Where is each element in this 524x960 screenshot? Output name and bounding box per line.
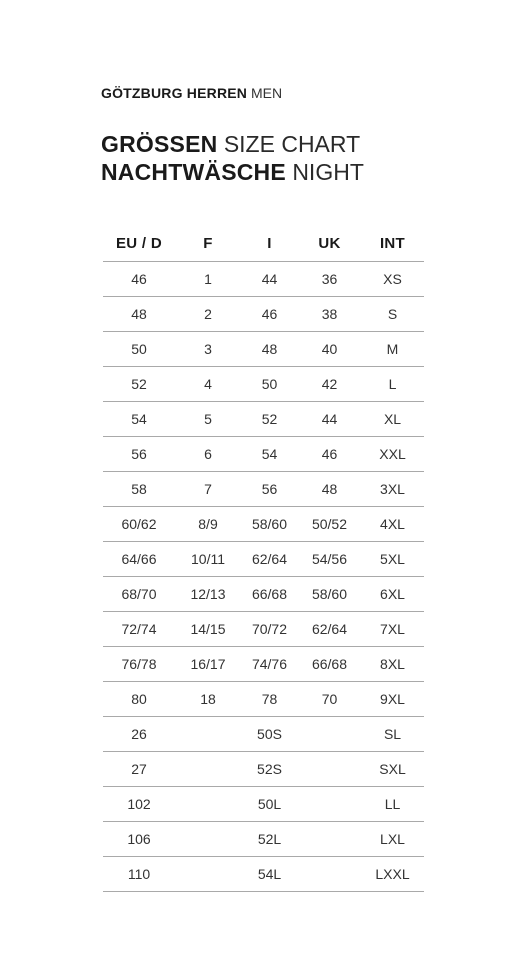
- table-cell-f: 6: [175, 437, 241, 472]
- table-cell-f: 10/11: [175, 542, 241, 577]
- table-cell-eu-d: 46: [103, 262, 175, 297]
- table-cell-i: 54: [241, 437, 298, 472]
- table-cell-f: 1: [175, 262, 241, 297]
- table-row: [103, 437, 424, 472]
- table-cell-uk: 44: [298, 402, 361, 437]
- table-cell-eu-d: 54: [103, 402, 175, 437]
- table-cell-uk: 40: [298, 332, 361, 367]
- table-row: [103, 787, 424, 822]
- table-cell-eu-d: 80: [103, 682, 175, 717]
- table-cell-f: 18: [175, 682, 241, 717]
- table-row: [103, 472, 424, 507]
- table-cell-uk: 54/56: [298, 542, 361, 577]
- table-cell-i: 46: [241, 297, 298, 332]
- table-cell-eu-d: 64/66: [103, 542, 175, 577]
- table-row: [103, 297, 424, 332]
- column-header-uk: UK: [298, 226, 361, 262]
- table-cell-uk: [298, 752, 361, 787]
- table-cell-i: 62/64: [241, 542, 298, 577]
- table-row: [103, 822, 424, 857]
- table-body: [103, 262, 424, 892]
- brand-name: GÖTZBURG HERREN: [101, 85, 248, 101]
- table-row: [103, 857, 424, 892]
- table-cell-int: M: [361, 332, 424, 367]
- table-row: [103, 542, 424, 577]
- table-cell-f: 16/17: [175, 647, 241, 682]
- table-cell-uk: 36: [298, 262, 361, 297]
- table-cell-eu-d: 56: [103, 437, 175, 472]
- table-cell-uk: 70: [298, 682, 361, 717]
- table-cell-f: 8/9: [175, 507, 241, 542]
- table-cell-int: S: [361, 297, 424, 332]
- table-cell-int: LXXL: [361, 857, 424, 892]
- table-cell-int: XXL: [361, 437, 424, 472]
- table-cell-eu-d: 106: [103, 822, 175, 857]
- table-cell-int: 6XL: [361, 577, 424, 612]
- table-cell-i: 44: [241, 262, 298, 297]
- table-cell-i: 78: [241, 682, 298, 717]
- table-cell-uk: 42: [298, 367, 361, 402]
- table-cell-uk: 62/64: [298, 612, 361, 647]
- title-size-en: SIZE CHART: [223, 131, 361, 157]
- column-header-i: I: [241, 226, 298, 262]
- table-row: [103, 367, 424, 402]
- table-row: [103, 332, 424, 367]
- table-cell-i: 74/76: [241, 647, 298, 682]
- table-cell-f: [175, 822, 241, 857]
- table-cell-eu-d: 60/62: [103, 507, 175, 542]
- table-cell-uk: [298, 787, 361, 822]
- table-cell-i: 56: [241, 472, 298, 507]
- title-category-en: NIGHT: [292, 159, 364, 185]
- table-cell-f: [175, 717, 241, 752]
- table-cell-uk: [298, 857, 361, 892]
- table-cell-int: 5XL: [361, 542, 424, 577]
- page-title: [101, 130, 364, 186]
- table-cell-int: XS: [361, 262, 424, 297]
- title-row-size-chart: [101, 130, 364, 158]
- table-row: [103, 262, 424, 297]
- table-cell-eu-d: 76/78: [103, 647, 175, 682]
- table-cell-f: [175, 787, 241, 822]
- column-header-int: INT: [361, 226, 424, 262]
- table-row: [103, 717, 424, 752]
- table-cell-f: 7: [175, 472, 241, 507]
- table-cell-eu-d: 50: [103, 332, 175, 367]
- table-cell-f: 12/13: [175, 577, 241, 612]
- brand-line: [101, 84, 282, 102]
- table-cell-uk: 46: [298, 437, 361, 472]
- table-cell-i: 58/60: [241, 507, 298, 542]
- table-cell-i: 52S: [241, 752, 298, 787]
- table-cell-int: LL: [361, 787, 424, 822]
- title-category-de: NACHTWÄSCHE: [101, 159, 286, 185]
- table-row: [103, 402, 424, 437]
- table-cell-int: 3XL: [361, 472, 424, 507]
- table-cell-f: 4: [175, 367, 241, 402]
- table-cell-i: 52: [241, 402, 298, 437]
- table-cell-i: 52L: [241, 822, 298, 857]
- table-cell-uk: 38: [298, 297, 361, 332]
- title-size-de: GRÖSSEN: [101, 131, 218, 157]
- table-cell-eu-d: 102: [103, 787, 175, 822]
- table-row: [103, 647, 424, 682]
- table-row: [103, 682, 424, 717]
- table-cell-i: 66/68: [241, 577, 298, 612]
- table-cell-eu-d: 72/74: [103, 612, 175, 647]
- table-cell-eu-d: 110: [103, 857, 175, 892]
- table-cell-i: 70/72: [241, 612, 298, 647]
- table-cell-int: L: [361, 367, 424, 402]
- table-cell-eu-d: 27: [103, 752, 175, 787]
- table-cell-eu-d: 68/70: [103, 577, 175, 612]
- table-row: [103, 612, 424, 647]
- table-row: [103, 577, 424, 612]
- table-row: [103, 507, 424, 542]
- table-cell-uk: 50/52: [298, 507, 361, 542]
- column-header-eu-d: EU / D: [103, 226, 175, 262]
- title-row-nightwear: [101, 158, 364, 186]
- table-cell-uk: [298, 822, 361, 857]
- table-cell-f: 2: [175, 297, 241, 332]
- table-cell-int: 7XL: [361, 612, 424, 647]
- table-cell-int: 9XL: [361, 682, 424, 717]
- table-cell-i: 50S: [241, 717, 298, 752]
- table-cell-i: 48: [241, 332, 298, 367]
- table-cell-eu-d: 52: [103, 367, 175, 402]
- table-cell-eu-d: 48: [103, 297, 175, 332]
- table-cell-int: SXL: [361, 752, 424, 787]
- table-cell-f: [175, 857, 241, 892]
- table-cell-int: XL: [361, 402, 424, 437]
- table-cell-int: LXL: [361, 822, 424, 857]
- table-cell-int: SL: [361, 717, 424, 752]
- table-cell-uk: [298, 717, 361, 752]
- size-chart-table: [103, 226, 424, 892]
- table-cell-i: 54L: [241, 857, 298, 892]
- table-cell-f: 5: [175, 402, 241, 437]
- table-row: [103, 752, 424, 787]
- brand-category: MEN: [251, 85, 283, 101]
- table-cell-uk: 58/60: [298, 577, 361, 612]
- table-cell-i: 50L: [241, 787, 298, 822]
- table-cell-uk: 66/68: [298, 647, 361, 682]
- column-header-f: F: [175, 226, 241, 262]
- table-cell-eu-d: 26: [103, 717, 175, 752]
- table-header-row: [103, 226, 424, 262]
- table-cell-f: [175, 752, 241, 787]
- table-cell-int: 8XL: [361, 647, 424, 682]
- table-cell-f: 14/15: [175, 612, 241, 647]
- table-cell-uk: 48: [298, 472, 361, 507]
- table-cell-eu-d: 58: [103, 472, 175, 507]
- table-cell-f: 3: [175, 332, 241, 367]
- table-cell-int: 4XL: [361, 507, 424, 542]
- table-cell-i: 50: [241, 367, 298, 402]
